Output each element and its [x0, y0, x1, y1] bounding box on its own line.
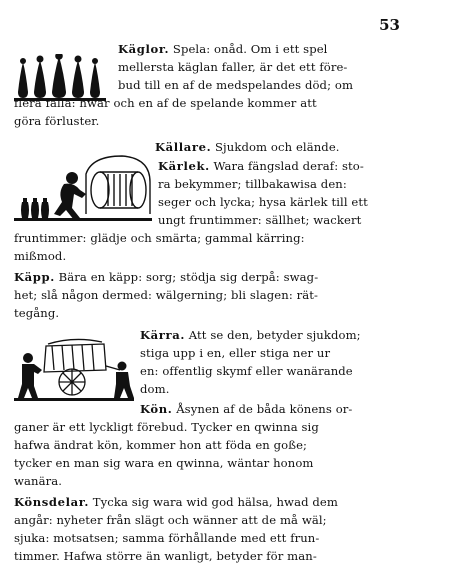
entry-karra-line-4: dom.	[140, 382, 170, 396]
entry-konsdelar-line-1: Könsdelar. Tycka sig wara wid god hälsa, hwad dem	[14, 495, 338, 509]
entry-karra-line-3: en: offentlig skymf eller wanärande	[140, 364, 353, 378]
entry-kapp-line-2: het; slå någon dermed: wälgerning; bli slagen: rät-	[14, 288, 319, 302]
entry-karlek-line-2: ra bekymmer; tillbakawisa den:	[158, 177, 347, 191]
entry-kaglor-line-5: göra förluster.	[14, 114, 100, 128]
entry-kapp-line-1: Käpp. Bära en käpp: sorg; stödja sig derpå: swag-	[14, 270, 319, 284]
headword-kallare: Källare.	[155, 140, 212, 154]
entry-kapp-line-3: tegång.	[14, 306, 60, 320]
entry-kon-line-1: Kön. Åsynen af de båda könens or-	[140, 402, 353, 416]
cellar-barrels-illustration	[14, 152, 152, 222]
headword-kapp: Käpp.	[14, 270, 55, 284]
entry-kon-line-5: wanära.	[14, 474, 63, 488]
entry-karlek-line-1: Kärlek. Wara fängslad deraf: sto-	[158, 159, 364, 173]
entry-kon-line-2: ganer är ett lyckligt förebud. Tycker en qwinna sig	[14, 420, 319, 434]
headword-kaglor: Käglor.	[118, 42, 170, 56]
entry-karlek-line-6: mißmod.	[14, 249, 67, 263]
entry-konsdelar-line-4: timmer. Hafwa större än wanligt, betyder för man-	[14, 549, 317, 563]
entry-karlek-line-3: seger och lycka; hysa kärlek till ett	[158, 195, 368, 209]
entry-kallare-line-1: Källare. Sjukdom och elände.	[155, 140, 340, 154]
entry-konsdelar-line-2: angår: nyheter från slägt och wänner att de må wäl;	[14, 513, 327, 527]
entry-kon-line-4: tycker en man sig wara en qwinna, wäntar honom	[14, 456, 314, 470]
entry-karlek-line-4: ungt fruntimmer: sällhet; wackert	[158, 213, 362, 227]
entry-kaglor-line-2: mellersta käglan faller, är det ett före-	[118, 60, 348, 74]
entry-karra-line-2: stiga upp i en, eller stiga ner ur	[140, 346, 331, 360]
headword-karlek: Kärlek.	[158, 159, 210, 173]
entry-kaglor-line-1: Käglor. Spela: onåd. Om i ett spel	[118, 42, 328, 56]
entry-kaglor-line-3: bud till en af de medspelandes död; om	[118, 78, 354, 92]
entry-konsdelar-line-3: sjuka: motsatsen; samma förhållande med ett frun-	[14, 531, 320, 545]
page-number: 53	[379, 16, 400, 34]
entry-karra-line-1: Kärra. Att se den, betyder sjukdom;	[140, 328, 361, 342]
headword-karra: Kärra.	[140, 328, 185, 342]
headword-konsdelar: Könsdelar.	[14, 495, 89, 509]
cart-illustration	[14, 336, 134, 404]
entry-karlek-line-5: fruntimmer: glädje och smärta; gammal kärring:	[14, 231, 305, 245]
headword-kon: Kön.	[140, 402, 173, 416]
entry-kaglor-line-4: flera falla: hwar och en af de spelande kommer att	[14, 96, 317, 110]
entry-kon-line-3: hafwa ändrat kön, kommer hon att föda en goße;	[14, 438, 308, 452]
